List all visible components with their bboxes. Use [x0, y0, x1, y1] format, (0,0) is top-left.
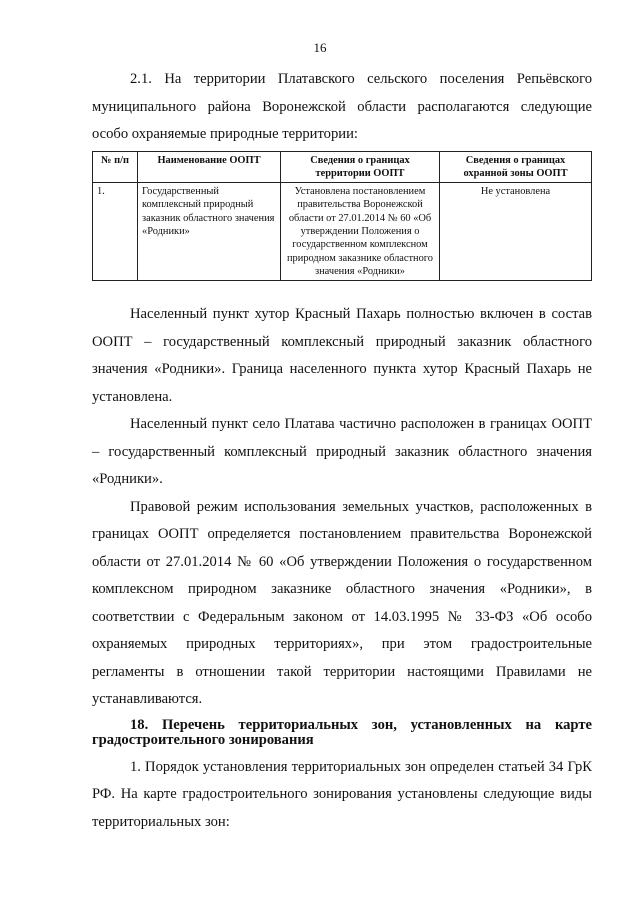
page-number: 16: [313, 40, 327, 55]
header-number: № п/п: [93, 151, 138, 183]
paragraph-legal-regime: Правовой режим использования земельных участков, расположенных в границах ООПТ определяется постановлением правительства Воронежской области от 27.01.2014 № 60 «Об утверждении Положения о государственном комплексном природном заказнике областного значения «Родники», в соответствии с Федеральным законом от 14.03.1995 № 33-ФЗ «Об особо охраняемых природных территориях», при этом градостроительные регламенты в отношении такой территории настоящими Правилами не устанавливаются.: [92, 498, 592, 708]
oopt-table: [92, 151, 592, 282]
paragraph-krasny-pakhar: Населенный пункт хутор Красный Пахарь полностью включен в состав ООПТ – государственный комплексный природный заказник областного значения «Родники». Граница населенного пункта хутор Красный Пахарь не установлена.: [92, 306, 592, 405]
cell-protection-zone: Не установлена: [440, 183, 592, 281]
header-name: Наименование ООПТ: [138, 151, 281, 183]
paragraph-platava: Населенный пункт село Платава частично расположен в границах ООПТ – государственный комплексный природный заказник областного значения «Родники».: [92, 416, 592, 488]
table-row: [93, 183, 592, 281]
cell-territory-borders: Установлена постановлением правительства Воронежской области от 27.01.2014 № 60 «Об утверждении Положения о государственном комплексном природном заказнике областного значения «Родники»: [281, 183, 440, 281]
section-heading: 18. Перечень территориальных зон, установленных на карте градостроительного зонирования: [92, 716, 592, 748]
header-protection-zone: Сведения о границах охранной зоны ООПТ: [440, 151, 592, 183]
document-body: [92, 66, 592, 836]
section-paragraph: 1. Порядок установления территориальных зон определен статьей 34 ГрК РФ. На карте градостроительного зонирования установлены следующие виды территориальных зон:: [92, 758, 592, 830]
intro-paragraph: 2.1. На территории Платавского сельского поселения Репьёвского муниципального района Воронежской области располагаются следующие особо охраняемые природные территории:: [92, 71, 592, 142]
cell-number: 1.: [93, 183, 138, 281]
header-territory-borders: Сведения о границах территории ООПТ: [281, 151, 440, 183]
table-header-row: [93, 151, 592, 183]
cell-name: Государственный комплексный природный заказник областного значения «Родники»: [138, 183, 281, 281]
